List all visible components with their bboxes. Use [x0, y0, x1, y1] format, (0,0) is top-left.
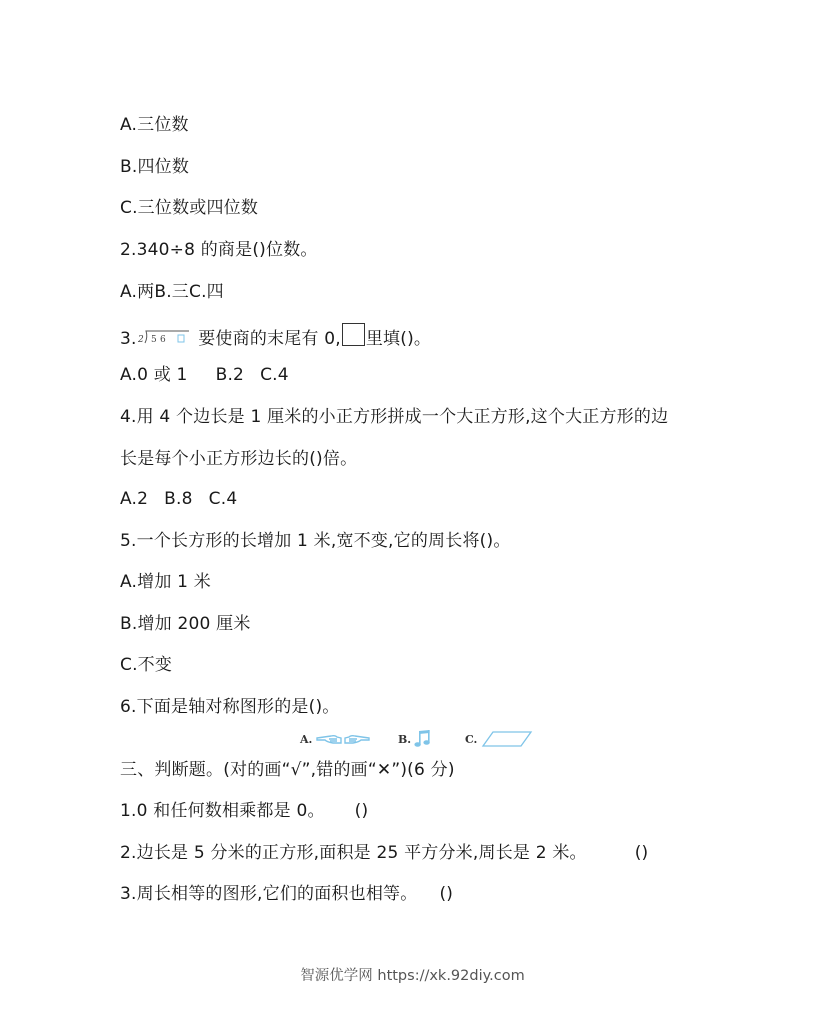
q4-stem-line1: 4.用 4 个边长是 1 厘米的小正方形拼成一个大正方形,这个大正方形的边: [120, 407, 669, 427]
q4-stem-line2: 长是每个小正方形边长的()倍。: [120, 449, 358, 469]
judgement-1-mark: (): [354, 801, 369, 821]
q3-option-c: C.4: [260, 365, 289, 385]
parallelogram-icon: [481, 730, 533, 748]
q1-option-b: B.四位数: [120, 157, 190, 177]
q2-options: A.两B.三C.四: [120, 282, 224, 302]
q3-text-a: 要使商的末尾有 0,: [198, 329, 341, 349]
division-dividend: 5 6: [150, 335, 166, 345]
q5-option-b: B.增加 200 厘米: [120, 614, 251, 634]
q5-option-a: A.增加 1 米: [120, 572, 211, 592]
q6-option-a: [300, 726, 371, 752]
q6-label-a: A.: [300, 732, 313, 746]
judgement-2-text: 2.边长是 5 分米的正方形,面积是 25 平方分米,周长是 2 米。: [120, 843, 587, 863]
q3-text-b: 里填()。: [365, 329, 432, 349]
q4-option-b: B.8: [164, 489, 193, 509]
q6-figure-options: [300, 726, 540, 752]
q4-option-a: A.2: [120, 489, 149, 509]
q5-stem: 5.一个长方形的长增加 1 米,宽不变,它的周长将()。: [120, 531, 511, 551]
answer-blank-box: [342, 323, 365, 346]
q4-option-c: C.4: [208, 489, 238, 509]
q1-option-c: C.三位数或四位数: [120, 198, 259, 218]
music-note-icon: [414, 729, 432, 749]
judgement-1-text: 1.0 和任何数相乘都是 0。: [120, 801, 325, 821]
judgement-2: [120, 842, 648, 864]
long-division-icon: [137, 327, 193, 347]
q6-stem: 6.下面是轴对称图形的是()。: [120, 697, 340, 717]
q3-option-b: B.2: [215, 365, 245, 385]
q2-stem: 2.340÷8 的商是()位数。: [120, 240, 318, 260]
q3-option-a: A.0 或 1: [120, 365, 188, 385]
q3-stem: [120, 323, 431, 350]
q6-option-c: [465, 726, 533, 752]
section3-title: 三、判断题。(对的画“√”,错的画“✕”)(6 分): [120, 760, 455, 780]
site-footer: 智源优学网 https://xk.92diy.com: [300, 968, 525, 984]
q3-options: [120, 364, 289, 386]
q6-label-b: B.: [398, 732, 412, 746]
q5-option-c: C.不变: [120, 655, 173, 675]
judgement-3-mark: (): [439, 884, 454, 904]
judgement-3-text: 3.周长相等的图形,它们的面积也相等。: [120, 884, 418, 904]
q4-options: [120, 488, 237, 510]
pointing-hands-icon: [315, 730, 371, 748]
judgement-1: [120, 800, 368, 822]
division-blank-box: [178, 335, 184, 342]
q6-option-b: [398, 726, 432, 752]
judgement-3: [120, 883, 453, 905]
judgement-2-mark: (): [634, 843, 649, 863]
q3-number: 3.: [120, 329, 137, 349]
q6-label-c: C.: [465, 732, 478, 746]
division-divisor: 2: [137, 335, 144, 345]
q1-option-a: A.三位数: [120, 115, 189, 135]
